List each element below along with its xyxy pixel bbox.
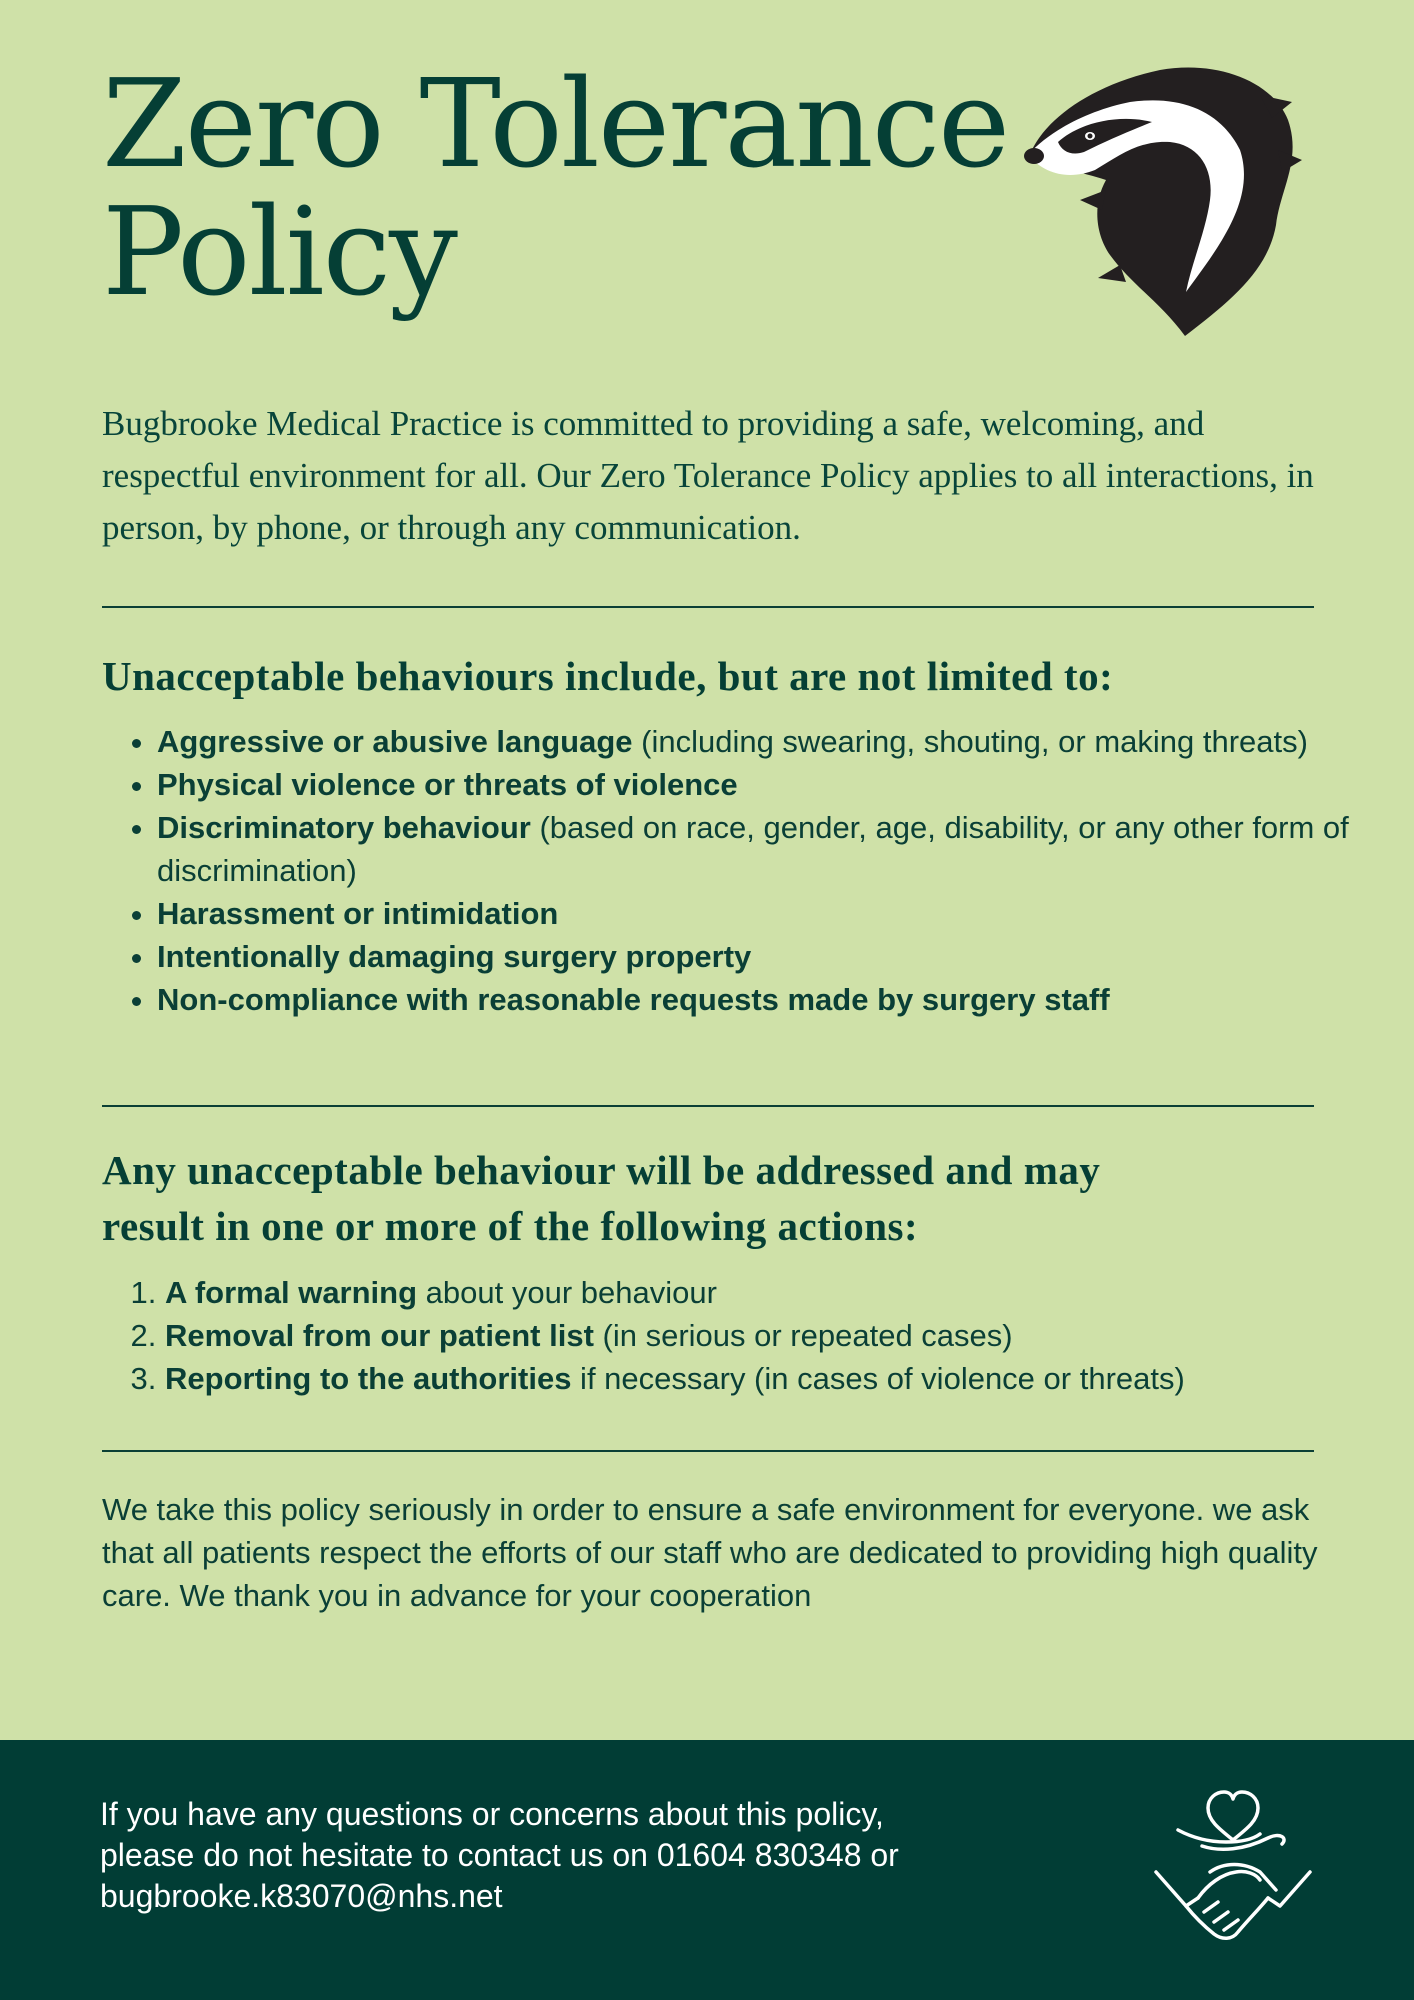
actions-heading-line-1: Any unacceptable behaviour will be addressed and may xyxy=(102,1147,1101,1193)
list-item: • Discriminatory behaviour (based on race, gender, age, disability, or any other form of discrimination) xyxy=(157,806,1357,892)
contact-email[interactable]: bugbrooke.k83070@nhs.net xyxy=(100,1878,503,1914)
behaviours-list xyxy=(102,720,1357,1021)
actions-heading-line-2: result in one or more of the following actions: xyxy=(102,1203,919,1249)
divider xyxy=(102,1450,1314,1452)
closing-paragraph: We take this policy seriously in order to ensure a safe environment for everyone. we ask that all patients respect the efforts of our staff who are dedicated to providing high quality care. We thank you in advance for your cooperation xyxy=(102,1492,1318,1613)
footer xyxy=(0,1740,1414,2000)
title-line-1: Zero Tolerance xyxy=(102,53,1009,195)
contact-text xyxy=(100,1794,1000,1917)
heart-handshake-icon xyxy=(1148,1780,1318,1950)
list-item: 1. A formal warning about your behaviour xyxy=(165,1271,1365,1314)
contact-line-1: If you have any questions or concerns about this policy, xyxy=(100,1796,884,1832)
list-item: • Intentionally damaging surgery property xyxy=(157,935,1357,978)
actions-heading xyxy=(102,1142,1100,1254)
list-item: 3. Reporting to the authorities if necessary (in cases of violence or threats) xyxy=(165,1357,1365,1400)
list-item: • Harassment or intimidation xyxy=(157,892,1357,935)
behaviours-heading: Unacceptable behaviours include, but are not limited to: xyxy=(102,653,1114,699)
divider xyxy=(102,1105,1314,1107)
list-item: • Non-compliance with reasonable requests made by surgery staff xyxy=(157,978,1357,1021)
badger-icon xyxy=(1010,40,1302,340)
intro-paragraph: Bugbrooke Medical Practice is committed to providing a safe, welcoming, and respectful environment for all. Our Zero Tolerance Policy applies to all interactions, in person, by phone, or through any communication. xyxy=(102,404,1314,547)
list-item: • Physical violence or threats of violence xyxy=(157,763,1357,806)
contact-line-2: please do not hesitate to contact us on 01604 830348 or xyxy=(100,1837,899,1873)
page-title xyxy=(102,53,1009,323)
divider xyxy=(102,606,1314,608)
list-item: • Aggressive or abusive language (including swearing, shouting, or making threats) xyxy=(157,720,1357,763)
list-item: 2. Removal from our patient list (in serious or repeated cases) xyxy=(165,1314,1365,1357)
title-line-2: Policy xyxy=(102,181,456,323)
actions-list xyxy=(102,1271,1365,1400)
